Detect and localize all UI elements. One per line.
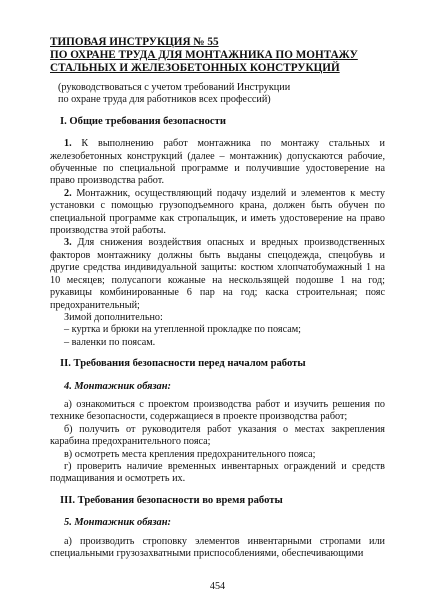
paragraph-2-number: 2.	[64, 187, 72, 199]
title-line-3: СТАЛЬНЫХ И ЖЕЛЕЗОБЕТОННЫХ КОНСТРУКЦИЙ	[50, 62, 340, 74]
page-number: 454	[209, 581, 226, 592]
paragraph-2-text: Монтажник, осуществляющий подачу изделий и элементов к месту установки с помощью грузоподъемного крана, должен быть обучен по специальной программе как стропальщик, и иметь удостоверение на право производства этой работы.	[50, 187, 385, 237]
subtitle-line-1: (руководствоваться с учетом требований Инструкции	[58, 82, 291, 93]
paragraph-2	[50, 188, 385, 238]
list-item-g: г) проверить наличие временных инвентарных ограждений и средств подмащивания и осмотреть их.	[50, 460, 385, 485]
paragraph-1-text: К выполнению работ монтажника по монтажу стальных и железобетонных конструкций (далее – монтажник) допускаются рабочие, обученные по специальной программе и получившие удостоверение на право производства работ.	[50, 138, 385, 187]
paragraph-3-text: Для снижения воздействия опасных и вредных производственных факторов монтажнику должны быть выданы спецодежда, спецобувь и другие средства индивидуальной защиты: костюм хлопчатобумажный 1 на 10 месяцев; полусапоги кожаные на нескользящей подошве 1 на год; рукавицы комбинированные 6 пар на год; каска строительная; пояс предохранительный;	[50, 237, 385, 311]
paragraph-4-heading: 4. Монтажник обязан:	[64, 380, 171, 392]
title-line-1: ТИПОВАЯ ИНСТРУКЦИЯ № 55	[50, 36, 219, 48]
paragraph-1	[50, 138, 385, 188]
section-1-heading: I. Общие требования безопасности	[60, 115, 226, 127]
winter-item-1: – куртка и брюки на утепленной прокладке по поясам;	[64, 324, 302, 336]
paragraph-3-number: 3.	[64, 237, 72, 249]
list-item-a: а) ознакомиться с проектом производства работ и изучить решения по технике безопасности, содержащиеся в проекте производства работ;	[50, 398, 385, 423]
section-2-heading: II. Требования безопасности перед началом работы	[60, 358, 306, 370]
winter-item-2: – валенки по поясам.	[64, 336, 156, 348]
section-3-heading: III. Требования безопасности во время работы	[60, 494, 283, 506]
paragraph-1-number: 1.	[64, 138, 72, 150]
section-3-item-a: а) производить строповку элементов инвентарными стропами или специальными грузозахватными приспособлениями, обеспечивающими	[50, 535, 385, 559]
document-title	[50, 36, 385, 75]
paragraph-5-heading: 5. Монтажник обязан:	[64, 517, 171, 529]
document-subtitle	[58, 82, 385, 107]
list-item-b: б) получить от руководителя работ указания о местах закрепления карабина предохранительного пояса;	[50, 423, 385, 448]
subtitle-line-2: по охране труда для работников всех профессий)	[58, 94, 271, 106]
winter-clothing-label: Зимой дополнительно:	[64, 311, 163, 323]
paragraph-3	[50, 237, 385, 311]
title-line-2: ПО ОХРАНЕ ТРУДА ДЛЯ МОНТАЖНИКА ПО МОНТАЖУ	[50, 49, 358, 61]
list-item-v: в) осмотреть места крепления предохранительного пояса;	[64, 448, 316, 460]
